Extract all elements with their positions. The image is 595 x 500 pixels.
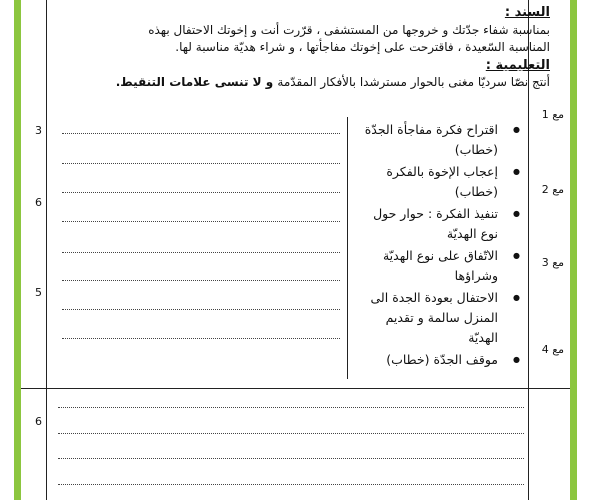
criterion-label-2: مع 2 [541,183,564,196]
idea-item: ● الاتّفاق على نوع الهديّة وشراؤها [352,246,512,286]
sanad-title: السند : [504,5,550,20]
writing-line[interactable] [62,338,340,339]
score-4: 6 [35,415,42,428]
writing-line[interactable] [58,407,524,408]
writing-line[interactable] [58,458,524,459]
score-2: 6 [35,196,42,209]
criterion-label-4: مع 4 [541,343,564,356]
idea-item: ● اقتراح فكرة مفاجأة الجدّة (خطاب) [352,120,512,160]
writing-line[interactable] [62,309,340,310]
idea-item: ● الاحتفال بعودة الجدة الى المنزل سالمة و تقديم الهديّة [352,288,512,348]
writing-line[interactable] [58,484,524,485]
score-3: 5 [35,286,42,299]
writing-line[interactable] [62,221,340,222]
idea-item: ● إعجاب الإخوة بالفكرة (خطاب) [352,162,512,202]
writing-line[interactable] [62,163,340,164]
ideas-list [352,120,512,372]
criterion-label-3: مع 3 [541,256,564,269]
sanad-line-1: بمناسبة شفاء جدّتك و خروجها من المستشفى ، قرّرت أنت و إخوتك الاحتفال بهذه [148,22,550,37]
idea-item: ● موقف الجدّة (خطاب) [352,350,512,370]
writing-line[interactable] [62,280,340,281]
sanad-line-2: المناسبة السّعيدة ، فاقترحت على إخوتك مفاجأتها ، و شراء هديّة مناسبة لها. [175,40,550,54]
instruction-title: التعليمية : [485,57,550,73]
writing-line[interactable] [58,433,524,434]
instruction-text: أنتج نصّا سرديّا مغنى بالحوار مسترشدا بالأفكار المقدّمة [277,75,550,89]
left-green-border [14,0,21,500]
criterion-label-1: مع 1 [541,108,564,121]
instruction-line [60,74,550,92]
writing-line[interactable] [62,252,340,253]
score-column-divider [46,0,47,500]
idea-item: ● تنفيذ الفكرة : حوار حول نوع الهديّة [352,204,512,244]
row-divider [21,388,570,389]
header-block [60,4,550,92]
score-1: 3 [35,124,42,137]
right-green-border [570,0,577,500]
ideas-divider [347,117,348,379]
writing-line[interactable] [62,133,340,134]
instruction-bold: و لا تنسى علامات التنقيط. [115,75,278,89]
writing-line[interactable] [62,192,340,193]
